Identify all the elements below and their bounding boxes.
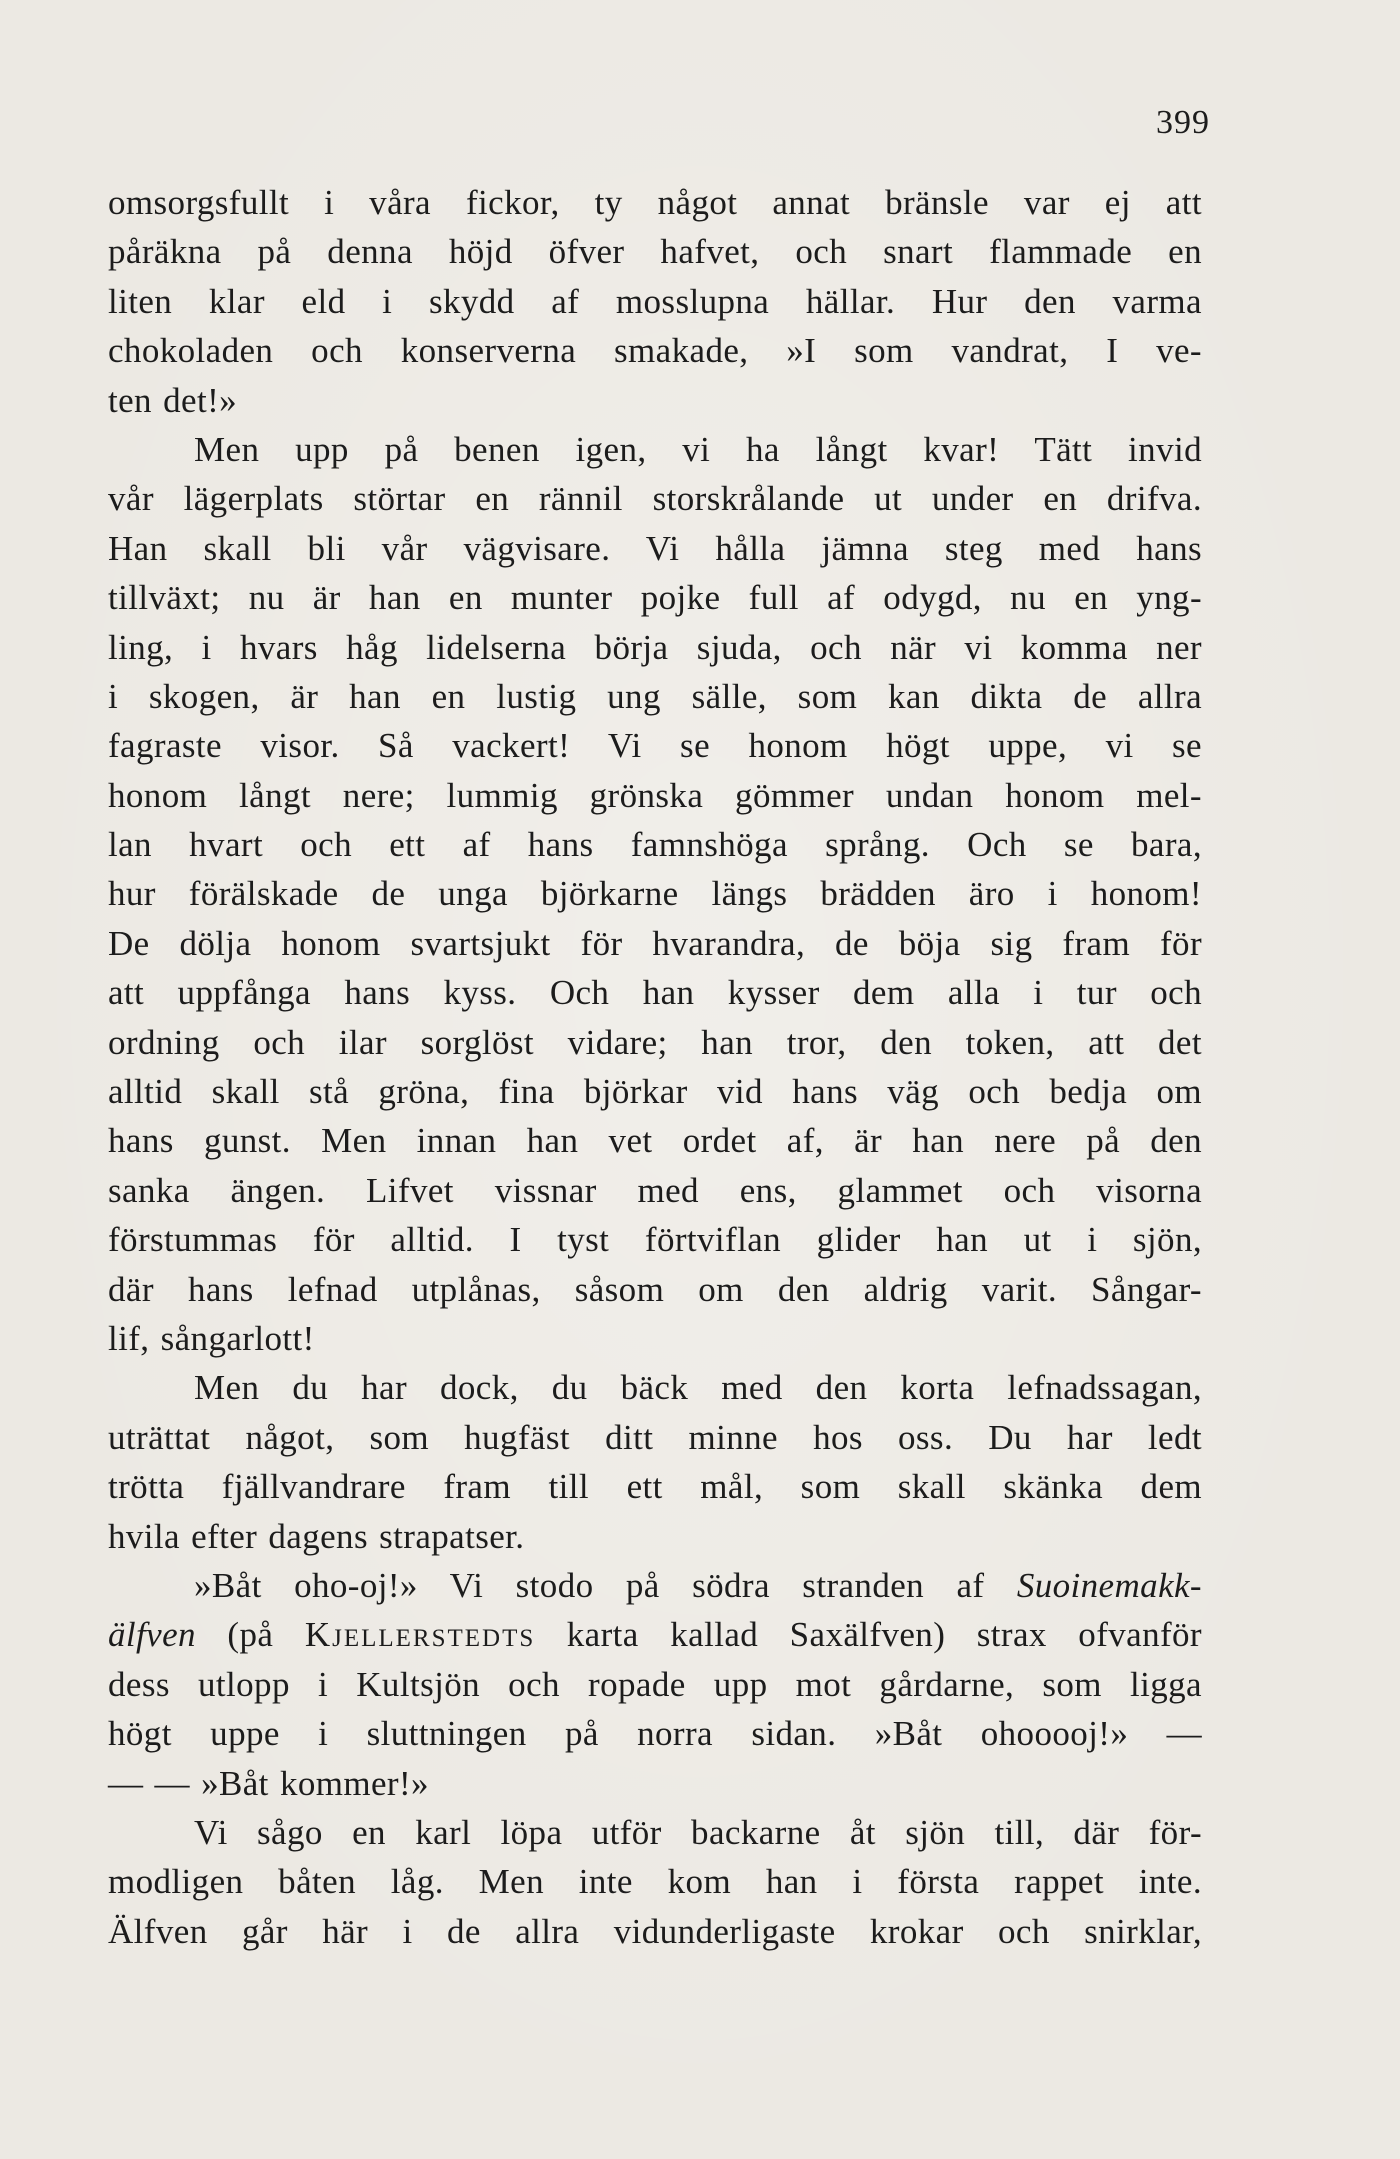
text-line: att uppfånga hans kyss. Och han kysser dem alla i tur och <box>108 973 1202 1013</box>
text-line: vår lägerplats störtar en rännil storskrålande ut under en drifva. <box>108 479 1202 519</box>
text-line: hur förälskade de unga björkarne längs brädden äro i honom! <box>108 874 1202 914</box>
text-run: karta kallad Saxälfven) strax ofvanför <box>535 1615 1202 1655</box>
text-line: Älfven går här i de allra vidunderligaste krokar och snirklar, <box>108 1911 1202 1951</box>
text-line <box>108 1561 1202 1610</box>
place-name-italic: Suoinemakk- <box>1016 1565 1202 1605</box>
text-run: »Båt oho-oj!» Vi stodo på södra stranden af <box>194 1565 1017 1605</box>
text-line: omsorgsfullt i våra fickor, ty något annat bränsle var ej att <box>108 183 1202 222</box>
text-line: uträttat något, som hugfäst ditt minne hos oss. Du har ledt <box>108 1417 1202 1457</box>
text-line: hvila efter dagens strapatser. <box>108 1516 525 1556</box>
text-line: där hans lefnad utplånas, såsom om den aldrig varit. Sångar- <box>108 1269 1202 1309</box>
text-line: liten klar eld i skydd af mosslupna hällar. Hur den varma <box>108 281 1202 321</box>
text-line: Men upp på benen igen, vi ha långt kvar! Tätt invid <box>194 429 1202 469</box>
text-line: tillväxt; nu är han en munter pojke full af odygd, nu en yng- <box>108 578 1202 618</box>
text-line: ordning och ilar sorglöst vidare; han tror, den token, att det <box>108 1022 1202 1062</box>
text-run: (på <box>195 1615 305 1655</box>
text-line: honom långt nere; lummig grönska gömmer undan honom mel- <box>108 775 1202 815</box>
text-line: Men du har dock, du bäck med den korta lefnadssagan, <box>194 1368 1202 1408</box>
text-line: chokoladen och konserverna smakade, »I som vandrat, I ve- <box>108 331 1202 371</box>
body-text <box>108 178 1202 1956</box>
text-line: ten det!» <box>108 380 238 420</box>
text-line: alltid skall stå gröna, fina björkar vid hans väg och bedja om <box>108 1072 1202 1112</box>
text-line: trötta fjällvandrare fram till ett mål, som skall skänka dem <box>108 1467 1202 1507</box>
text-line: i skogen, är han en lustig ung sälle, som kan dikta de allra <box>108 676 1202 716</box>
text-line: lan hvart och ett af hans famnshöga språng. Och se bara, <box>108 825 1202 865</box>
text-line: De dölja honom svartsjukt för hvarandra, de böja sig fram för <box>108 923 1202 963</box>
page-number: 399 <box>1156 104 1210 141</box>
text-line: hans gunst. Men innan han vet ordet af, är han nere på den <box>108 1121 1202 1161</box>
text-line: sanka ängen. Lifvet vissnar med ens, glammet och visorna <box>108 1170 1202 1210</box>
text-line <box>108 1610 1202 1659</box>
text-line: modligen båten låg. Men inte kom han i första rappet inte. <box>108 1862 1202 1902</box>
text-line: förstummas för alltid. I tyst förtviflan glider han ut i sjön, <box>108 1220 1202 1260</box>
place-name-italic: älfven <box>108 1615 196 1655</box>
text-line: lif, sångarlott! <box>108 1318 315 1358</box>
text-line: — — »Båt kommer!» <box>108 1763 429 1803</box>
text-line: ling, i hvars håg lidelserna börja sjuda, och när vi komma ner <box>108 627 1202 667</box>
text-line: Han skall bli vår vägvisare. Vi hålla jämna steg med hans <box>108 528 1202 568</box>
text-line: påräkna på denna höjd öfver hafvet, och snart flammade en <box>108 232 1202 272</box>
text-line: högt uppe i sluttningen på norra sidan. »Båt ohooooj!» — <box>108 1714 1202 1754</box>
text-line: fagraste visor. Så vackert! Vi se honom högt uppe, vi se <box>108 726 1202 766</box>
text-line: Vi sågo en karl löpa utför backarne åt sjön till, där för- <box>194 1812 1202 1852</box>
text-line: dess utlopp i Kultsjön och ropade upp mot gårdarne, som ligga <box>108 1664 1202 1704</box>
author-name-smallcaps: Kjellerstedts <box>304 1615 536 1655</box>
